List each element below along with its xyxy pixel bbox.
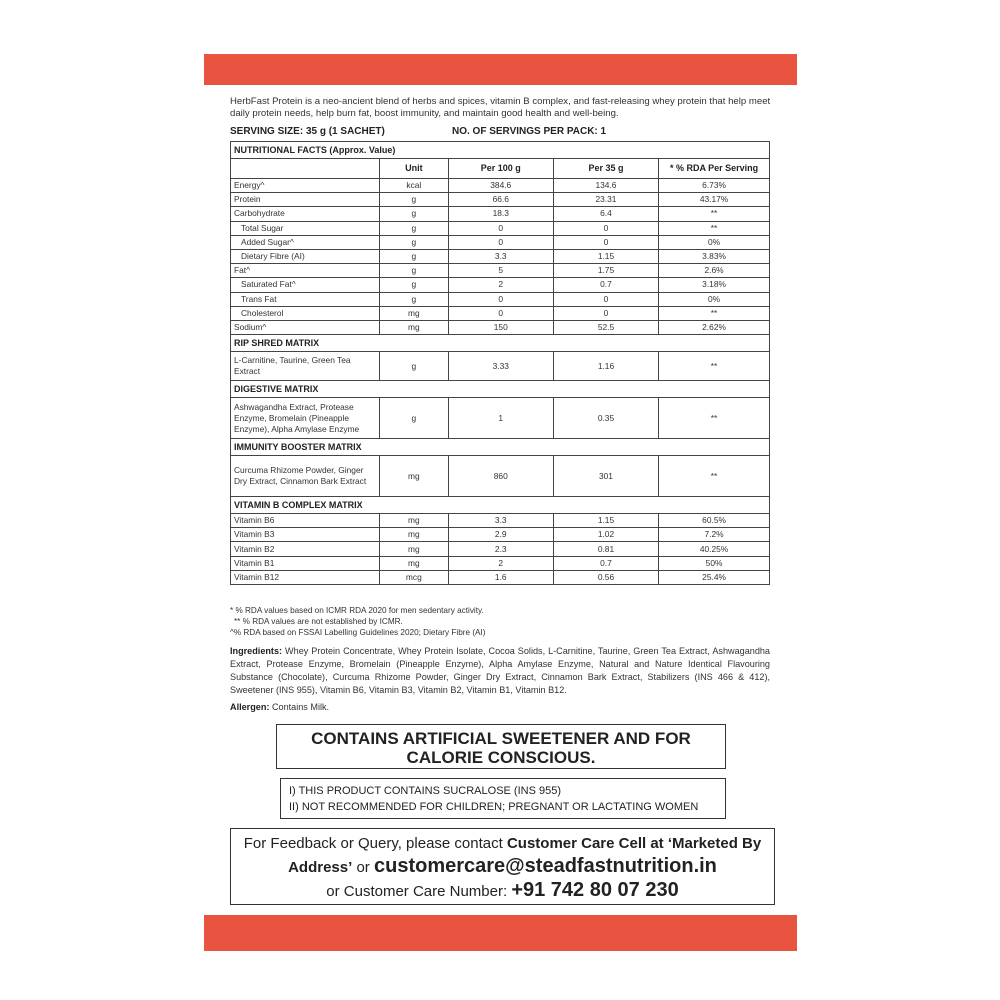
nutrient-value: 301	[553, 456, 658, 497]
nutrient-value: mcg	[380, 570, 449, 584]
nutrient-value: 1.16	[553, 352, 658, 381]
table-row	[231, 320, 770, 334]
nutrient-value: 3.3	[448, 249, 553, 263]
nutrient-name: Added Sugar^	[231, 235, 380, 249]
nutrient-value: 2.62%	[659, 320, 770, 334]
nutrient-value: 5	[448, 264, 553, 278]
phone-number[interactable]: +91 742 80 07 230	[511, 879, 679, 901]
nutrient-value: g	[380, 249, 449, 263]
nutrient-name: Fat^	[231, 264, 380, 278]
contact-line-3	[231, 879, 774, 903]
contact-bold: Address’	[288, 859, 353, 876]
section-title: NUTRITIONAL FACTS (Approx. Value)	[231, 142, 770, 159]
nutrient-value: 0	[448, 306, 553, 320]
nutrient-value: 60.5%	[659, 514, 770, 528]
nutrient-value: 43.17%	[659, 193, 770, 207]
nutrient-value: 18.3	[448, 207, 553, 221]
nutrient-name: Vitamin B1	[231, 556, 380, 570]
nutrient-value: **	[659, 221, 770, 235]
footnote: ^% RDA based on FSSAI Labelling Guidelines 2020; Dietary Fibre (AI)	[230, 628, 486, 637]
sweetener-warning-box	[276, 724, 726, 769]
section-title: IMMUNITY BOOSTER MATRIX	[231, 439, 770, 456]
nutrient-value: 1.15	[553, 249, 658, 263]
nutrient-value: 384.6	[448, 179, 553, 193]
nutrient-name: Energy^	[231, 179, 380, 193]
contact-box	[230, 828, 775, 905]
nutrient-value: mg	[380, 306, 449, 320]
nutrient-value: 0%	[659, 292, 770, 306]
nutrient-value: 3.18%	[659, 278, 770, 292]
nutrient-value: 0	[553, 292, 658, 306]
table-row	[231, 207, 770, 221]
nutrient-value: g	[380, 235, 449, 249]
table-row	[231, 456, 770, 497]
nutrient-name: Vitamin B12	[231, 570, 380, 584]
section-title: VITAMIN B COMPLEX MATRIX	[231, 497, 770, 514]
nutrient-value: 7.2%	[659, 528, 770, 542]
table-row	[231, 278, 770, 292]
table-row	[231, 306, 770, 320]
nutrient-value: 0.56	[553, 570, 658, 584]
contact-bold: Customer Care Cell at ‘Marketed By	[506, 835, 762, 852]
nutrient-value: 1.02	[553, 528, 658, 542]
nutrient-value: 134.6	[553, 179, 658, 193]
section-row	[231, 335, 770, 352]
nutrient-name: Cholesterol	[231, 306, 380, 320]
nutrient-value: 1.6	[448, 570, 553, 584]
nutrient-name: Dietary Fibre (AI)	[231, 249, 380, 263]
nutrient-value: 52.5	[553, 320, 658, 334]
nutrient-value: g	[380, 398, 449, 439]
nutrient-value: g	[380, 264, 449, 278]
nutrient-value: 0.7	[553, 278, 658, 292]
footnote: * % RDA values based on ICMR RDA 2020 for men sedentary activity.	[230, 606, 484, 615]
nutrient-name: Protein	[231, 193, 380, 207]
nutrient-name: Vitamin B3	[231, 528, 380, 542]
nutrient-value: 0	[553, 221, 658, 235]
nutrient-name: Ashwagandha Extract, Protease Enzyme, Bromelain (Pineapple Enzyme), Alpha Amylase Enzyme	[231, 398, 380, 439]
nutrient-value: 0%	[659, 235, 770, 249]
nutrient-value: 6.4	[553, 207, 658, 221]
allergen-text: Contains Milk.	[271, 702, 330, 712]
nutrient-value: 2	[448, 556, 553, 570]
nutrient-value: 0	[553, 306, 658, 320]
nutrient-value: 2.6%	[659, 264, 770, 278]
table-row	[231, 221, 770, 235]
nutrient-value: 50%	[659, 556, 770, 570]
nutrient-value: 1.75	[553, 264, 658, 278]
nutrient-value: 1	[448, 398, 553, 439]
table-row	[231, 179, 770, 193]
serving-info	[230, 126, 775, 137]
table-row	[231, 398, 770, 439]
nutrient-value: 0.81	[553, 542, 658, 556]
ingredients-label: Ingredients:	[230, 646, 283, 656]
nutrient-value: g	[380, 278, 449, 292]
product-description: HerbFast Protein is a neo-ancient blend of herbs and spices, vitamin B complex, and fast-releasing whey protein that help meet daily protein needs, help burn fat, boost immunity, and maintain good health and well-being.	[230, 96, 771, 119]
nutrient-value: 2	[448, 278, 553, 292]
nutrient-value: 40.25%	[659, 542, 770, 556]
nutrient-value: 6.73%	[659, 179, 770, 193]
section-row	[231, 439, 770, 456]
nutrient-value: 3.83%	[659, 249, 770, 263]
table-row	[231, 264, 770, 278]
nutrient-name: Vitamin B2	[231, 542, 380, 556]
table-row	[231, 570, 770, 584]
nutrient-value: 0	[448, 292, 553, 306]
nutrient-value: 3.3	[448, 514, 553, 528]
nutrient-value: mg	[380, 456, 449, 497]
bottom-accent-band	[204, 915, 797, 951]
table-title-row	[231, 142, 770, 159]
nutrient-value: 1.15	[553, 514, 658, 528]
nutrient-name: Saturated Fat^	[231, 278, 380, 292]
servings-per-pack: NO. OF SERVINGS PER PACK: 1	[452, 126, 607, 137]
table-row	[231, 352, 770, 381]
nutrient-value: 860	[448, 456, 553, 497]
nutrient-name: Total Sugar	[231, 221, 380, 235]
table-row	[231, 193, 770, 207]
footnote: ** % RDA values are not established by ICMR.	[234, 617, 403, 626]
nutrient-value: **	[659, 306, 770, 320]
nutrition-facts-table	[230, 141, 770, 585]
nutrient-value: 25.4%	[659, 570, 770, 584]
nutrient-value: g	[380, 292, 449, 306]
nutrient-value: 150	[448, 320, 553, 334]
nutrient-value: **	[659, 398, 770, 439]
contact-line-1	[231, 832, 774, 855]
nutrient-value: **	[659, 352, 770, 381]
nutrient-value: 2.9	[448, 528, 553, 542]
nutrient-name: Carbohydrate	[231, 207, 380, 221]
column-header: Per 100 g	[448, 159, 553, 179]
column-header	[231, 159, 380, 179]
nutrient-name: Trans Fat	[231, 292, 380, 306]
contact-text: or	[352, 859, 374, 876]
nutrient-name: Vitamin B6	[231, 514, 380, 528]
nutrient-value: 0	[553, 235, 658, 249]
contact-text: or Customer Care Number:	[326, 883, 512, 900]
nutrient-value: 66.6	[448, 193, 553, 207]
table-row	[231, 514, 770, 528]
section-title: DIGESTIVE MATRIX	[231, 381, 770, 398]
nutrient-value: **	[659, 207, 770, 221]
warning-item: I) THIS PRODUCT CONTAINS SUCRALOSE (INS 955)	[289, 785, 561, 797]
column-header: Per 35 g	[553, 159, 658, 179]
nutrient-value: mg	[380, 556, 449, 570]
nutrient-name: Sodium^	[231, 320, 380, 334]
nutrient-value: **	[659, 456, 770, 497]
allergen-label: Allergen:	[230, 702, 270, 712]
column-header: Unit	[380, 159, 449, 179]
nutrient-value: g	[380, 207, 449, 221]
table-row	[231, 542, 770, 556]
nutrient-value: g	[380, 193, 449, 207]
nutrient-value: mg	[380, 542, 449, 556]
nutrient-value: 0	[448, 235, 553, 249]
warning-line: CONTAINS ARTIFICIAL SWEETENER AND FOR	[311, 729, 691, 748]
column-header: * % RDA Per Serving	[659, 159, 770, 179]
email-link[interactable]: customercare@steadfastnutrition.in	[373, 855, 717, 877]
nutrient-value: 0.35	[553, 398, 658, 439]
nutrient-value: g	[380, 352, 449, 381]
allergen-block	[230, 702, 329, 712]
section-row	[231, 497, 770, 514]
nutrient-value: mg	[380, 528, 449, 542]
table-row	[231, 556, 770, 570]
ingredients-block	[230, 645, 770, 697]
ingredients-text: Whey Protein Concentrate, Whey Protein Isolate, Cocoa Solids, L-Carnitine, Taurine, Green Tea Extract, Ashwagandha Extract, Protease Enzyme, Bromelain (Pineapple Enzyme), Alpha Amylase Enzyme, Natural and Nature Identical Flavouring Substance (Chocolate), Curcuma Rhizome Powder, Ginger Dry Extract, Cinnamon Bark Extract, Stabilizers (INS 466 & 412), Sweetener (INS 955), Vitamin B6, Vitamin B3, Vitamin B2, Vitamin B1, Vitamin B12.	[230, 646, 770, 695]
table-row	[231, 249, 770, 263]
nutrient-value: mg	[380, 320, 449, 334]
nutrient-value: 23.31	[553, 193, 658, 207]
contact-line-2	[231, 855, 774, 879]
nutrient-value: 3.33	[448, 352, 553, 381]
nutrient-value: g	[380, 221, 449, 235]
table-row	[231, 528, 770, 542]
table-row	[231, 292, 770, 306]
warning-line: CALORIE CONSCIOUS.	[406, 748, 596, 767]
table-header-row	[231, 159, 770, 179]
contact-text: For Feedback or Query, please contact	[243, 835, 507, 852]
nutrient-value: 2.3	[448, 542, 553, 556]
table-row	[231, 235, 770, 249]
nutrient-value: kcal	[380, 179, 449, 193]
sucralose-warning-box	[280, 778, 726, 819]
section-row	[231, 381, 770, 398]
nutrient-value: 0.7	[553, 556, 658, 570]
nutrient-value: mg	[380, 514, 449, 528]
top-accent-band	[204, 54, 797, 85]
footnotes	[230, 605, 775, 638]
nutrient-value: 0	[448, 221, 553, 235]
nutrition-label-card	[204, 54, 797, 951]
nutrient-name: L-Carnitine, Taurine, Green Tea Extract	[231, 352, 380, 381]
serving-size: SERVING SIZE: 35 g (1 SACHET)	[230, 126, 385, 137]
section-title: RIP SHRED MATRIX	[231, 335, 770, 352]
warning-item: II) NOT RECOMMENDED FOR CHILDREN; PREGNANT OR LACTATING WOMEN	[289, 801, 699, 813]
nutrient-name: Curcuma Rhizome Powder, Ginger Dry Extract, Cinnamon Bark Extract	[231, 456, 380, 497]
